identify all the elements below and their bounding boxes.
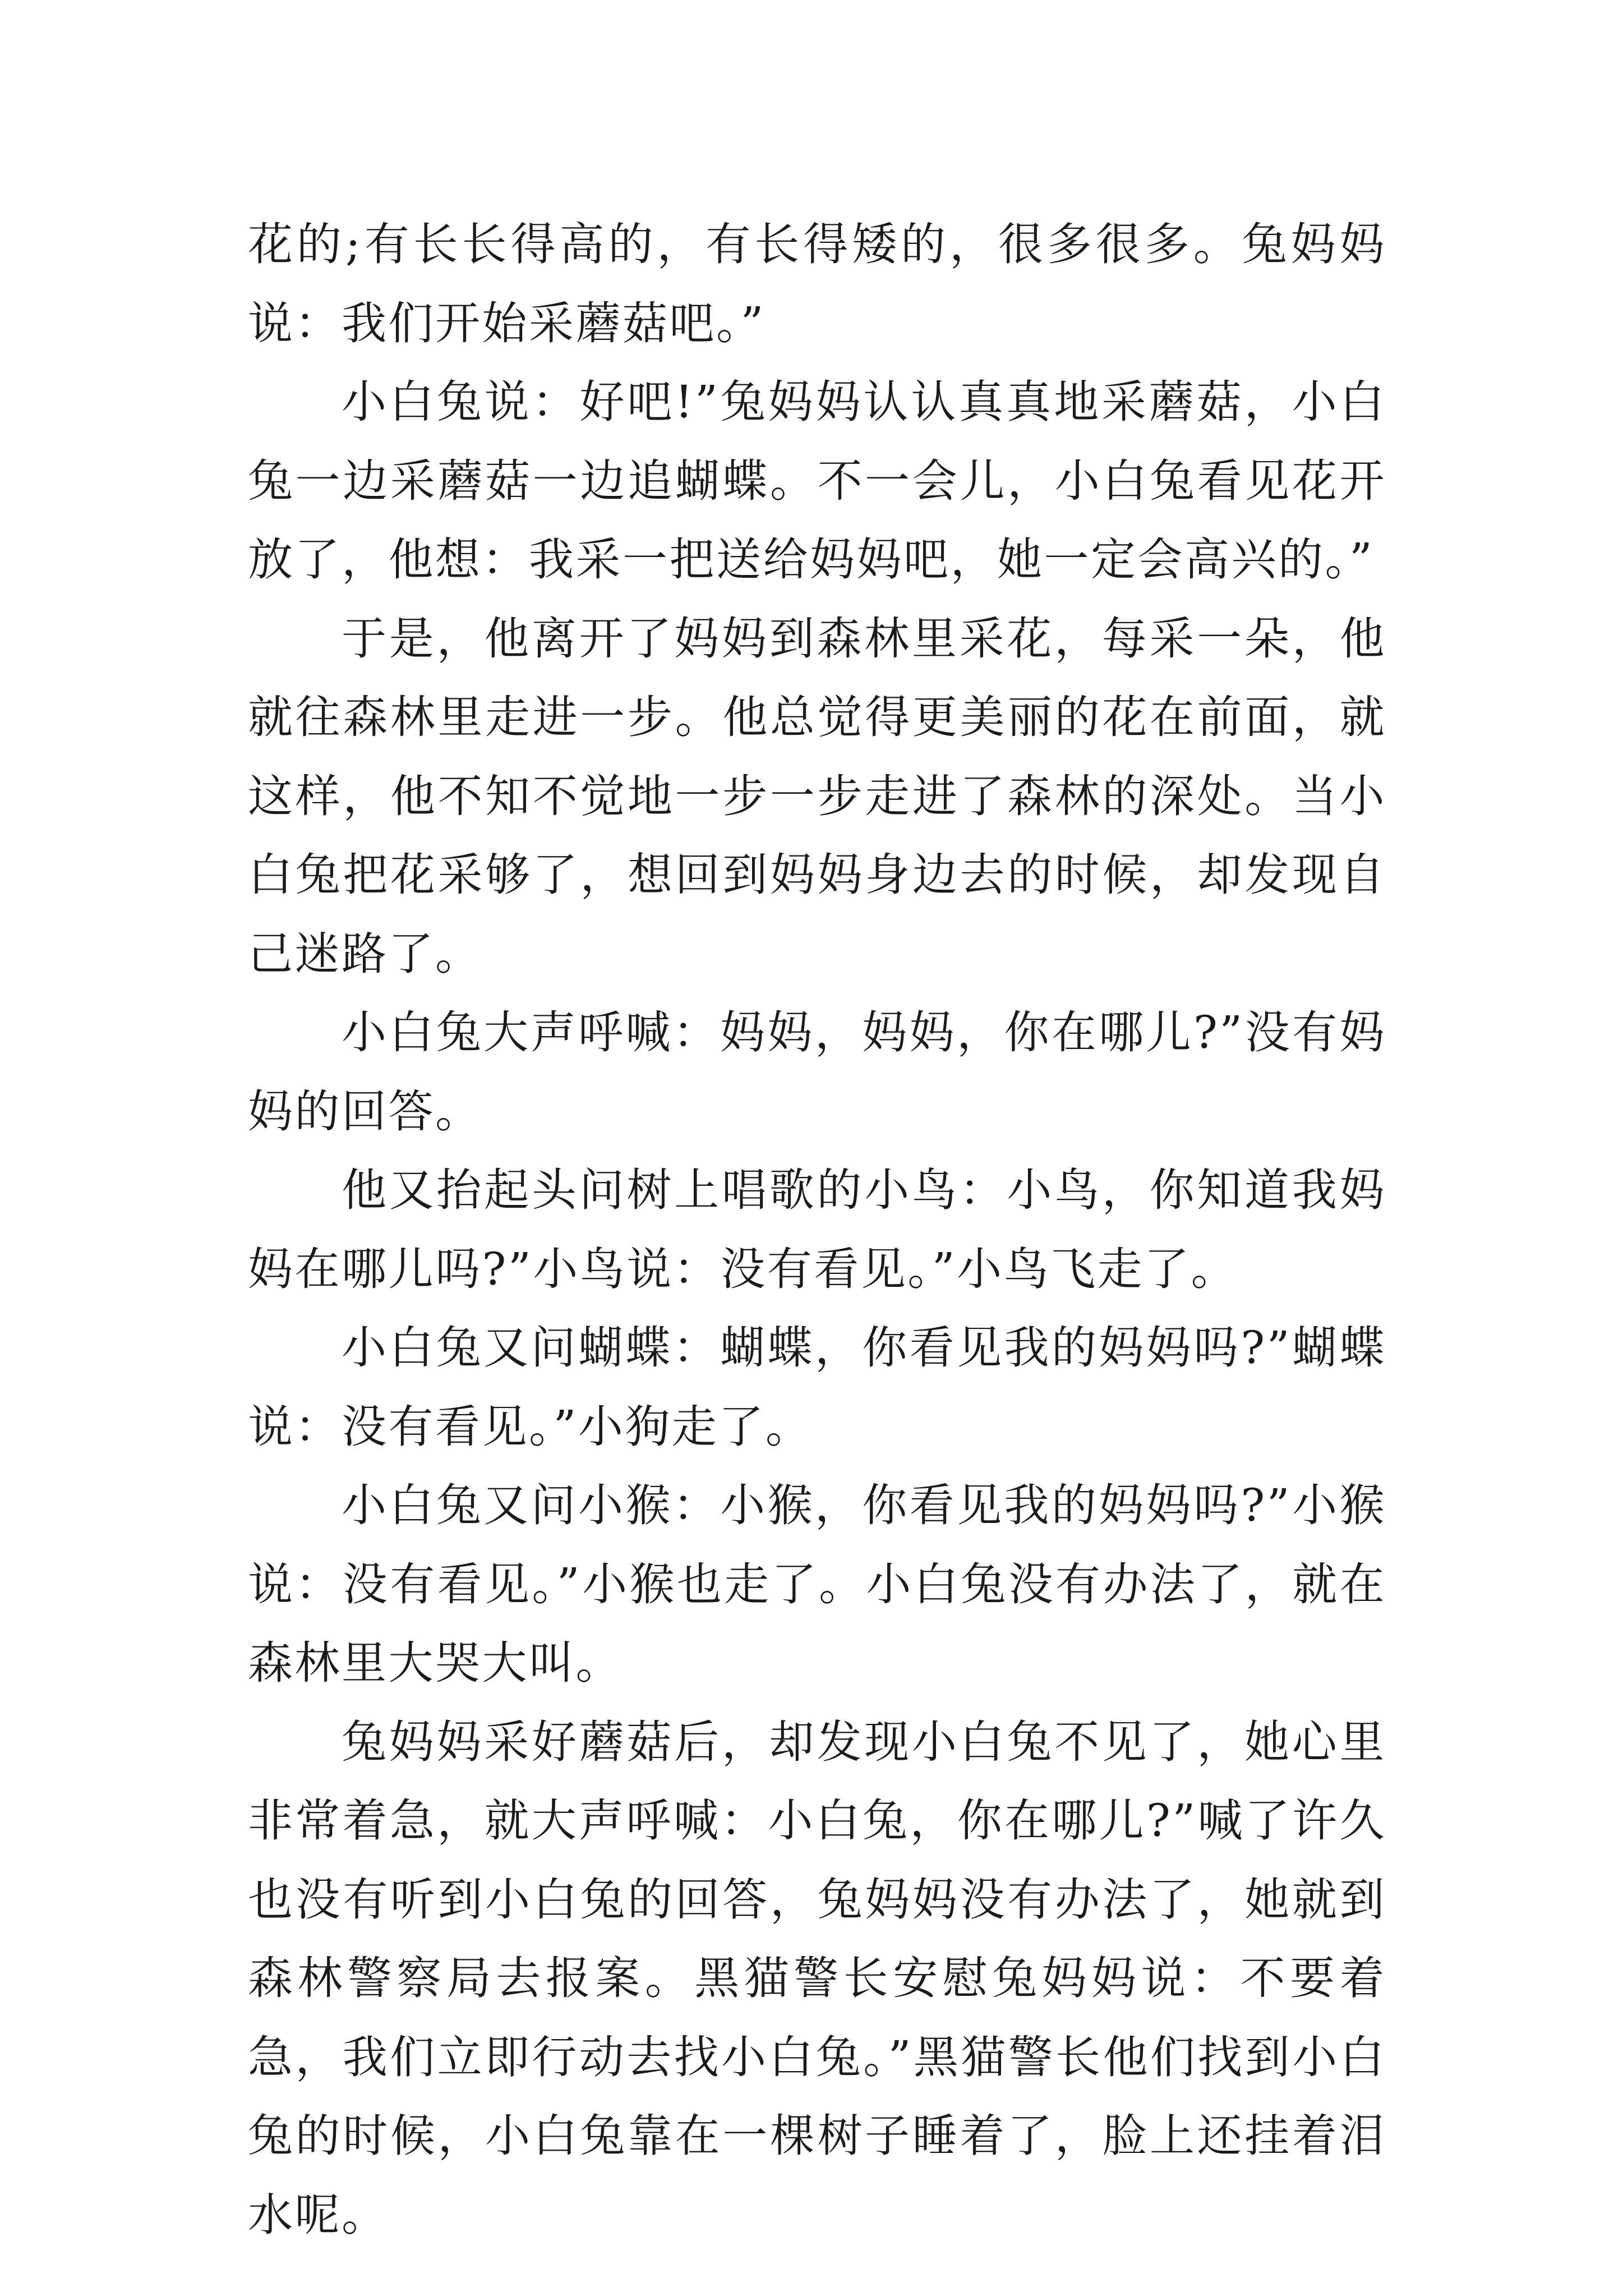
paragraph-2: 小白兔说：好吧!”兔妈妈认认真真地采蘑菇，小白兔一边采蘑菇一边追蝴蝶。不一会儿，小白兔看见花开放了，他想：我采一把送给妈妈吧，她一定会高兴的。” (248, 376, 1386, 586)
paragraph-8: 兔妈妈采好蘑菇后，却发现小白兔不见了，她心里非常着急，就大声呼喊：小白兔，你在哪儿?”喊了许久也没有听到小白兔的回答，兔妈妈没有办法了，她就到森林警察局去报案。黑猫警长安慰兔妈妈说：不要着急，我们立即行动去找小白兔。”黑猫警长他们找到小白兔的时候，小白兔靠在一棵树子睡着了，脸上还挂着泪水呢。 (248, 1715, 1386, 2241)
paragraph-1: 花的;有长长得高的，有长得矮的，很多很多。兔妈妈说：我们开始采蘑菇吧。” (248, 218, 1386, 349)
paragraph-6: 小白兔又问蝴蝶：蝴蝶，你看见我的妈妈吗?”蝴蝶说：没有看见。”小狗走了。 (248, 1322, 1386, 1453)
paragraph-4: 小白兔大声呼喊：妈妈，妈妈，你在哪儿?”没有妈妈的回答。 (248, 1006, 1386, 1138)
paragraph-7: 小白兔又问小猴：小猴，你看见我的妈妈吗?”小猴说：没有看见。”小猴也走了。小白兔没有办法了，就在森林里大哭大叫。 (248, 1479, 1386, 1689)
story-text (248, 205, 1386, 2254)
paragraph-5: 他又抬起头问树上唱歌的小鸟：小鸟，你知道我妈妈在哪儿吗?”小鸟说：没有看见。”小鸟飞走了。 (248, 1164, 1386, 1295)
paragraph-3: 于是，他离开了妈妈到森林里采花，每采一朵，他就往森林里走进一步。他总觉得更美丽的花在前面，就这样，他不知不觉地一步一步走进了森林的深处。当小白兔把花采够了，想回到妈妈身边去的时候，却发现自己迷路了。 (248, 612, 1386, 980)
